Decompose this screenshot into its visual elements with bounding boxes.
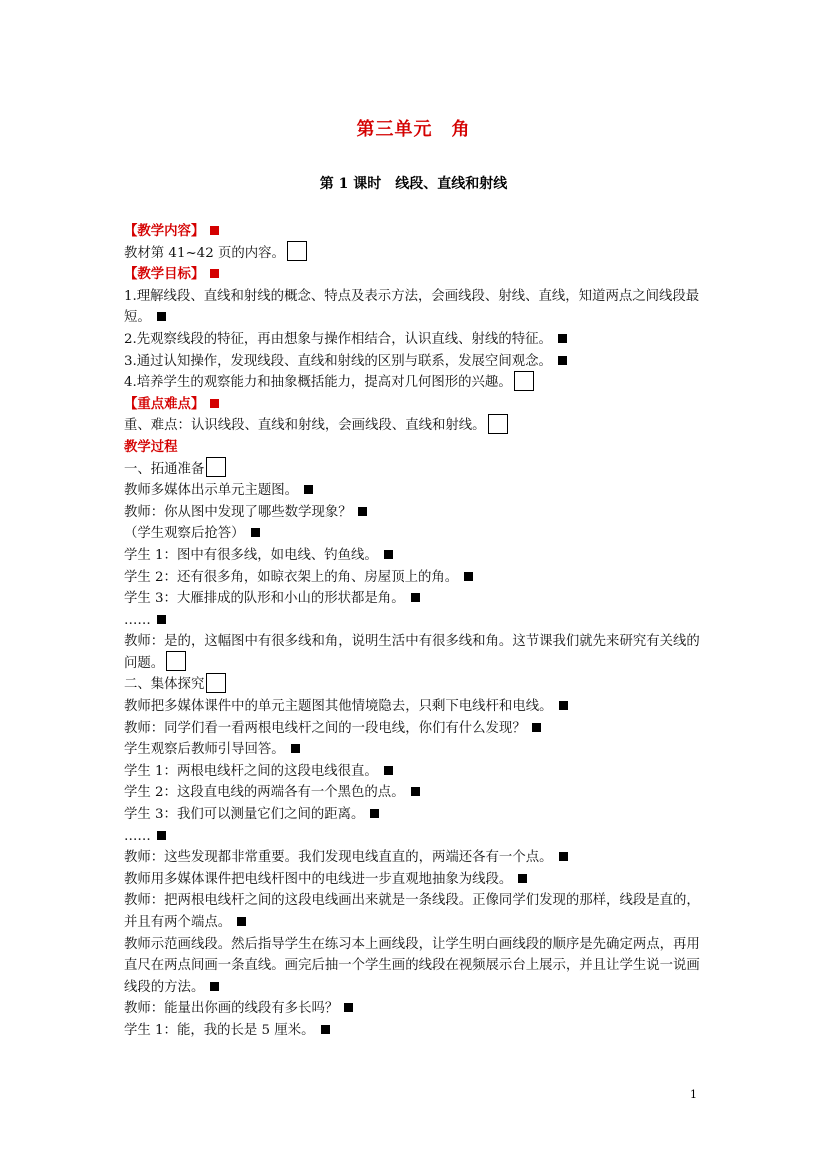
goal-item-3 [124,351,704,373]
process-line [124,459,704,481]
key-heading: 【重点难点】 [124,395,205,412]
process-line [124,502,704,524]
process-text: 教师：这些发现都非常重要。我们发现电线直直的，两端还各有一个点。 [124,850,553,866]
process-line [124,826,704,848]
square-marker-icon [559,852,568,861]
square-marker-icon [344,1003,353,1012]
goal-text: 4.培养学生的观察能力和抽象概括能力，提高对几何图形的兴趣。 [124,375,512,391]
process-text: 学生 2：这段直电线的两端各有一个黑色的点。 [124,785,405,801]
process-line [124,998,704,1020]
empty-box-icon [514,371,534,391]
empty-box-icon [206,457,226,477]
process-text: 学生观察后教师引导回答。 [124,742,285,758]
section-heading-key [124,394,704,416]
square-marker-icon [210,982,219,991]
process-text: 学生 3：我们可以测量它们之间的距离。 [124,807,365,823]
content-heading: 【教学内容】 [124,223,205,239]
square-marker-icon [210,399,219,408]
page-number: 1 [690,1088,697,1101]
process-line [124,718,704,740]
square-marker-icon [384,550,393,559]
process-line [124,480,704,502]
content-text: 教材第 41~42 页的内容。 [124,245,285,261]
goal-text: 3.通过认知操作，发现线段、直线和射线的区别与联系，发展空间观念。 [124,353,552,369]
unit-title: 第三单元 角 [356,119,471,140]
square-marker-icon [384,766,393,775]
process-line [124,782,704,804]
process-text: 学生 1：能，我的长是 5 厘米。 [124,1022,315,1038]
process-list [124,459,704,1042]
process-line [124,1020,704,1042]
square-marker-icon [210,269,219,278]
process-line [124,761,704,783]
empty-box-icon [488,414,508,434]
process-line [124,567,704,589]
square-marker-icon [559,701,568,710]
process-line [124,588,704,610]
process-text: 二、集体探究 [124,677,205,693]
goals-heading: 【教学目标】 [124,266,205,283]
process-text: 一、拓通准备 [124,461,205,477]
document-body [124,221,704,1042]
square-marker-icon [558,356,567,365]
square-marker-icon [370,809,379,818]
process-text: …… [124,612,151,628]
process-text: …… [124,828,151,844]
process-text: 教师示范画线段。然后指导学生在练习本上画线段，让学生明白画线段的顺序是先确定两点，再用直尺在两点间画一条直线。画完后抽一个学生画的线段在视频展示台上展示，并且让学生说一说画线段的方法。 [124,936,700,995]
square-marker-icon [532,723,541,732]
goal-item-4 [124,372,704,394]
process-text: 教师：是的，这幅图中有很多线和角，说明生活中有很多线和角。这节课我们就先来研究有关线的问题。 [124,634,700,671]
process-line [124,631,704,674]
key-text-line [124,415,704,437]
process-line [124,804,704,826]
process-text: 学生 3：大雁排成的队形和小山的形状都是角。 [124,591,405,607]
square-marker-icon [251,528,260,537]
process-text: 学生 2：还有很多角，如晾衣架上的角、房屋顶上的角。 [124,569,459,585]
empty-box-icon [287,241,307,261]
process-text: （学生观察后抢答） [124,526,245,542]
process-text: 教师多媒体出示单元主题图。 [124,483,299,499]
process-text: 教师：同学们看一看两根电线杆之间的一段电线，你们有什么发现？ [124,720,526,736]
process-text: 学生 1：两根电线杆之间的这段电线很直。 [124,763,378,779]
process-line [124,847,704,869]
key-text: 重、难点：认识线段、直线和射线，会画线段、直线和射线。 [124,418,486,434]
process-line [124,739,704,761]
process-text: 教师：能量出你画的线段有多长吗？ [124,1001,339,1017]
process-line [124,696,704,718]
section-heading-process [124,437,704,459]
section-heading-goals [124,264,704,286]
process-text: 教师：你从图中发现了哪些数学现象？ [124,504,352,520]
square-marker-icon [210,226,219,235]
square-marker-icon [464,572,473,581]
section-heading-content [124,221,704,243]
process-line [124,934,704,999]
content-text-line [124,243,704,265]
empty-box-icon [166,651,186,671]
square-marker-icon [358,507,367,516]
lesson-title: 第 1 课时 线段、直线和射线 [319,176,508,192]
process-line [124,869,704,891]
goal-item-1 [124,286,704,329]
process-text: 教师把多媒体课件中的单元主题图其他情境隐去，只剩下电线杆和电线。 [124,699,553,715]
process-line [124,674,704,696]
square-marker-icon [558,334,567,343]
square-marker-icon [291,744,300,753]
goal-item-2 [124,329,704,351]
square-marker-icon [411,593,420,602]
square-marker-icon [157,615,166,624]
process-text: 教师：把两根电线杆之间的这段电线画出来就是一条线段。正像同学们发现的那样，线段是直的，并且有两个端点。 [124,893,700,930]
process-heading: 教学过程 [124,438,178,455]
process-line [124,610,704,632]
empty-box-icon [206,673,226,693]
square-marker-icon [157,831,166,840]
square-marker-icon [237,917,246,926]
process-text: 学生 1：图中有很多线，如电线、钓鱼线。 [124,547,378,563]
goal-text: 1.理解线段、直线和射线的概念、特点及表示方法，会画线段、射线、直线，知道两点之间线段最短。 [124,288,700,326]
process-line [124,890,704,933]
square-marker-icon [321,1025,330,1034]
process-text: 教师用多媒体课件把电线杆图中的电线进一步直观地抽象为线段。 [124,871,513,887]
square-marker-icon [518,874,527,883]
square-marker-icon [157,312,166,321]
square-marker-icon [304,485,313,494]
process-line [124,545,704,567]
square-marker-icon [411,787,420,796]
goal-text: 2.先观察线段的特征，再由想象与操作相结合，认识直线、射线的特征。 [124,331,552,347]
process-line [124,523,704,545]
